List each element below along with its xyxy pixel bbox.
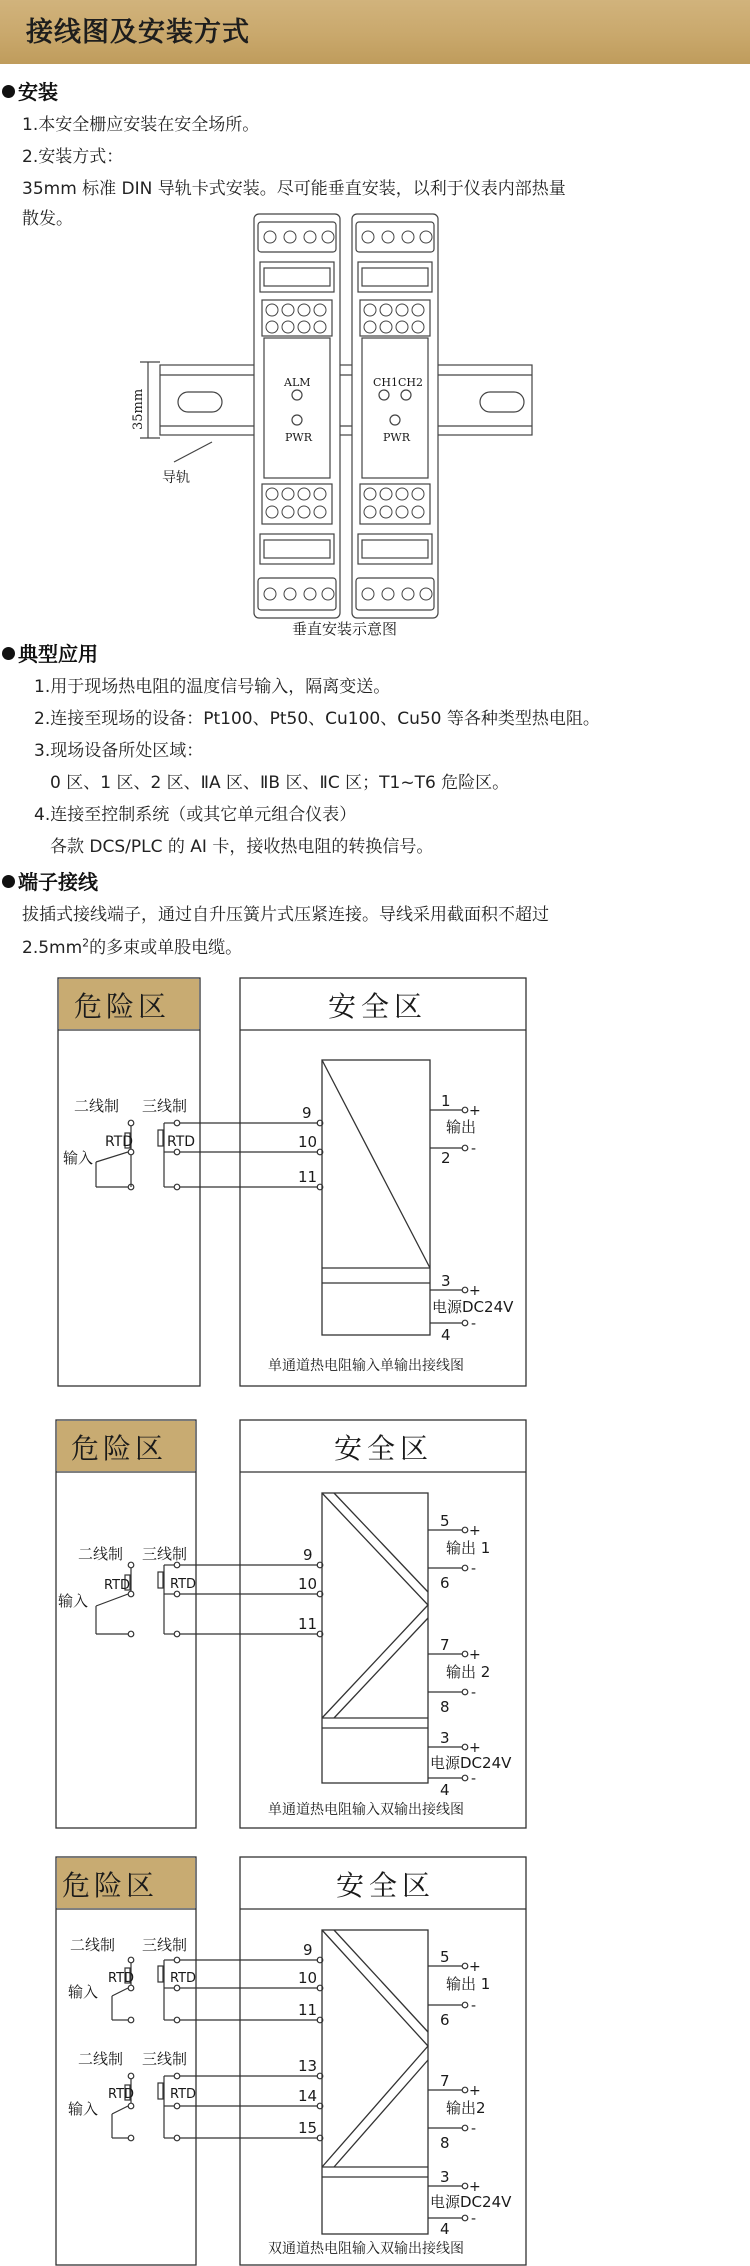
rtd-label: RTD [105,1134,134,1150]
terminal-6: 6 [440,2011,450,2029]
terminal-9: 9 [303,1941,313,1959]
bullet-icon [2,875,15,888]
safe-zone-title: 安全区 [328,990,428,1023]
output-1-label: 输出 1 [446,1539,491,1557]
terminal-10: 10 [298,1969,318,1987]
output-2-label: 输出 2 [446,1663,491,1681]
pwr-label-a: PWR [285,431,312,444]
input-label: 输入 [63,1149,94,1167]
rtd-label: RTD [108,2087,135,2102]
two-wire-label: 二线制 [78,2050,124,2068]
din-rail-figure [0,205,750,638]
safe-zone-title: 安全区 [336,1869,436,1902]
minus-sign: - [471,1316,477,1332]
module-b [352,214,438,618]
output-2-label: 输出2 [446,2099,486,2117]
minus-sign: - [471,1771,477,1787]
terminal-8: 8 [440,2134,450,2152]
terminal-9: 9 [303,1546,313,1564]
install-line-4: 散发。 [22,209,73,229]
output-1-label: 输出 1 [446,1975,491,1993]
install-line-3: 35mm 标准 DIN 导轨卡式安装。尽可能垂直安装，以利于仪表内部热量 [22,179,566,199]
danger-zone-title: 危险区 [74,990,171,1023]
wiring-diagram-1 [0,975,750,1385]
rtd-input-3b [112,2073,323,2141]
terminal-6: 6 [440,1574,450,1592]
figure-caption: 垂直安装示意图 [292,620,398,638]
danger-zone-title: 危险区 [62,1869,159,1902]
terminal-3: 3 [441,1272,451,1290]
safe-zone-title: 安全区 [334,1432,434,1465]
terminal-3: 3 [440,1729,450,1747]
input-label: 输入 [68,2100,99,2118]
alm-label: ALM [284,376,311,389]
input-label: 输入 [58,1592,89,1610]
plus-sign: + [469,2179,481,2195]
terminal-3: 3 [440,2168,450,2186]
terminal-10: 10 [298,1575,318,1593]
minus-sign: - [471,1685,477,1701]
install-line-1: 1.本安全栅应安装在安全场所。 [22,115,260,135]
diagram-caption-2: 单通道热电阻输入双输出接线图 [268,1802,464,1818]
output-terminals-1 [430,1107,468,1326]
minus-sign: - [471,2211,477,2227]
rtd-label: RTD [108,1971,135,1986]
application-item-3: 3.现场设备所处区域： [34,741,204,761]
terminal-9: 9 [302,1104,312,1122]
two-wire-label: 二线制 [70,1936,116,1954]
terminal-11: 11 [298,1615,318,1633]
power-label: 电源DC24V [430,2193,512,2211]
minus-sign: - [471,1561,477,1577]
minus-sign: - [471,1998,477,2014]
terminal-1: 1 [441,1092,451,1110]
terminal-4: 4 [440,1781,450,1799]
rtd-label: RTD [170,2087,197,2102]
plus-sign: + [469,1523,481,1539]
two-wire-label: 二线制 [74,1097,120,1115]
rtd-label: RTD [104,1578,131,1593]
plus-sign: + [469,1283,481,1299]
terminal-4: 4 [440,2220,450,2238]
terminal-15: 15 [298,2119,318,2137]
terminal-7: 7 [440,2072,450,2090]
terminal-11: 11 [298,1168,318,1186]
rtd-label: RTD [167,1134,196,1150]
diagram-caption-1: 单通道热电阻输入单输出接线图 [268,1358,464,1374]
three-wire-label: 三线制 [142,1936,188,1954]
title-banner [0,0,750,64]
minus-sign: - [471,2121,477,2137]
rtd-input-1 [96,1120,323,1190]
diagram-caption-3: 双通道热电阻输入双输出接线图 [268,2241,464,2257]
terminal-10: 10 [298,1133,318,1151]
input-label: 输入 [68,1983,99,2001]
rtd-input-3a [112,1957,323,2023]
plus-sign: + [469,1959,481,1975]
pwr-label-b: PWR [383,431,410,444]
terminal-11: 11 [298,2001,318,2019]
application-item-1: 1.用于现场热电阻的温度信号输入，隔离变送。 [34,677,391,697]
page-title: 接线图及安装方式 [26,17,250,48]
rail-label: 导轨 [162,470,190,486]
install-line-2: 2.安装方式： [22,147,124,167]
three-wire-label: 三线制 [142,1545,188,1563]
application-item-4: 0 区、1 区、2 区、ⅡA 区、ⅡB 区、ⅡC 区；T1~T6 危险区。 [50,773,510,793]
terminal-4: 4 [441,1326,451,1344]
output-label: 输出 [446,1118,477,1136]
application-heading: 典型应用 [2,638,98,667]
two-wire-label: 二线制 [78,1545,124,1563]
terminal-2: 2 [441,1149,451,1167]
wiring-diagram-2 [0,1418,750,1828]
power-label: 电源DC24V [432,1298,514,1316]
wiring-diagram-3 [0,1852,750,2264]
terminal-heading: 端子接线 [2,866,98,895]
terminal-5: 5 [440,1948,450,1966]
bullet-icon [2,647,15,660]
ch2-label: CH2 [398,376,424,389]
ch1-label: CH1 [373,376,399,389]
application-item-5: 4.连接至控制系统（或其它单元组合仪表） [34,805,357,825]
plus-sign: + [469,2083,481,2099]
dim-35mm-label: 35mm [131,388,146,430]
application-item-6: 各款 DCS/PLC 的 AI 卡，接收热电阻的转换信号。 [50,837,434,857]
terminal-line-2: $2.5mm^2$的多束或单股电缆。 [22,936,243,958]
bullet-icon [2,85,15,98]
danger-zone-title: 危险区 [71,1432,168,1465]
three-wire-label: 三线制 [142,1097,188,1115]
plus-sign: + [469,1740,481,1756]
install-heading: 安装 [2,76,58,105]
terminal-5: 5 [440,1512,450,1530]
plus-sign: + [469,1103,481,1119]
rtd-label: RTD [170,1577,197,1592]
terminal-line-1: 拔插式接线端子，通过自升压簧片式压紧连接。导线采用截面积不超过 [22,905,549,925]
power-label: 电源DC24V [430,1754,512,1772]
terminal-14: 14 [298,2087,318,2105]
rtd-label: RTD [170,1971,197,1986]
module-a [254,214,340,618]
rtd-input-2 [96,1562,323,1637]
three-wire-label: 三线制 [142,2050,188,2068]
terminal-13: 13 [298,2057,318,2075]
terminal-7: 7 [440,1636,450,1654]
plus-sign: + [469,1647,481,1663]
application-item-2: 2.连接至现场的设备：Pt100、Pt50、Cu100、Cu50 等各种类型热电阻。 [34,709,600,729]
minus-sign: - [471,1141,477,1157]
terminal-8: 8 [440,1698,450,1716]
